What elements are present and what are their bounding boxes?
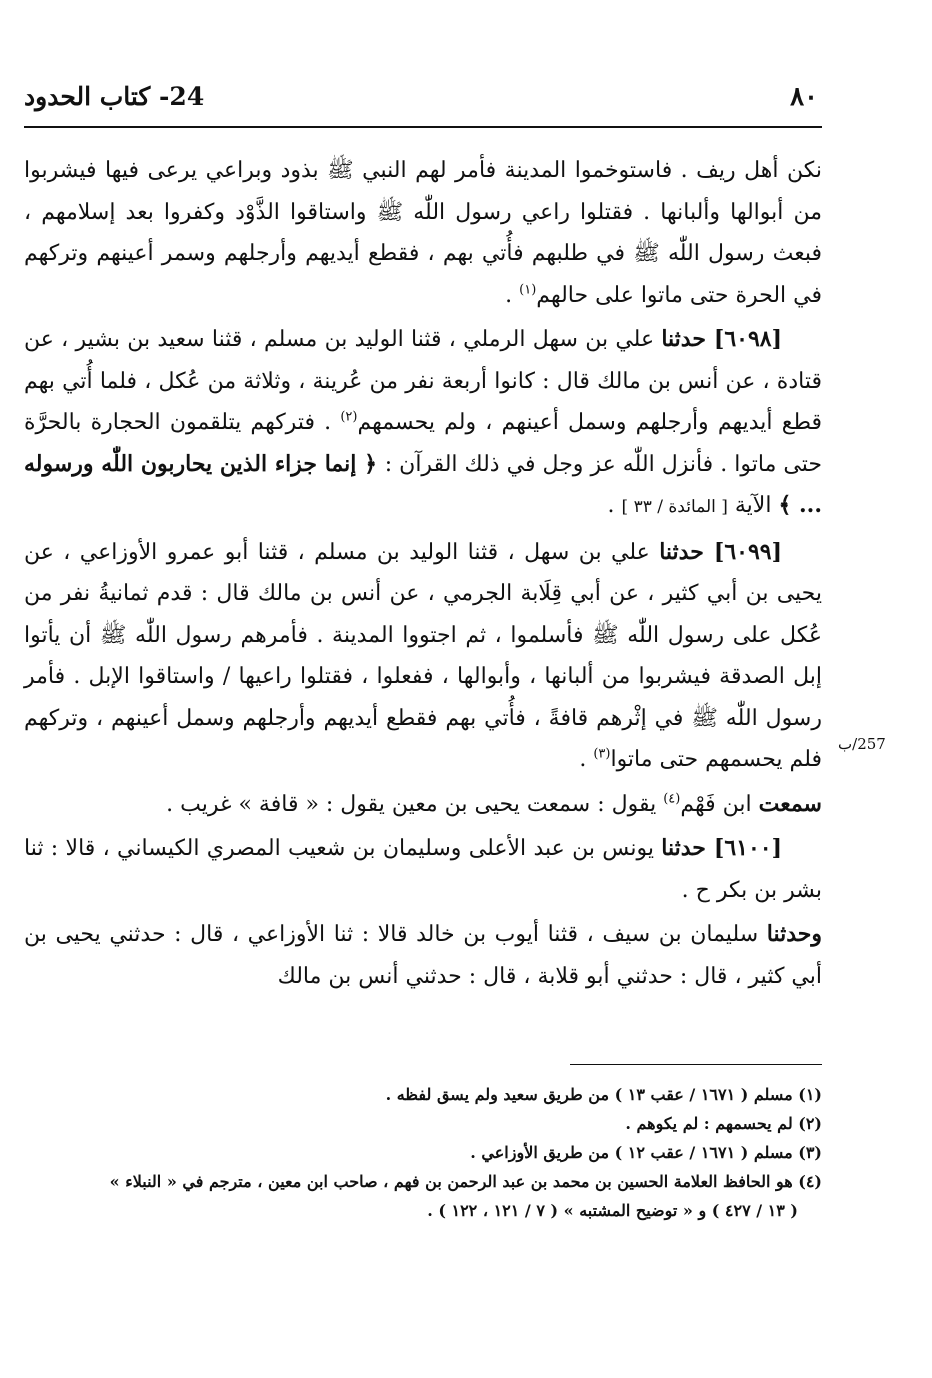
page-number: ٨٠: [790, 82, 818, 112]
narration-keyword: وحدثنا: [766, 921, 822, 947]
chain-paragraph: [24, 914, 822, 997]
narration-keyword: حدثنا: [659, 538, 714, 565]
hadith-text: علي بن سهل الرملي ، قثنا الوليد بن مسلم ، قثنا سعيد بن بشير ، عن قتادة ، عن أنس بن مالك قال : كانوا أربعة نفر من عُرينة ، وثلاثة من عُكل ، فلما أُتي بهم قطع أيديهم وأرجلهم وسمل أعينهم ، ولم يحسمهم: [24, 327, 823, 435]
footnote-marker-4[interactable]: (٤): [663, 791, 681, 807]
hadith-number: [٦٠٩٨]: [713, 326, 782, 352]
footnote-marker-1[interactable]: (١): [519, 282, 537, 298]
hadith-6099: [24, 532, 822, 781]
hadith-6098: [24, 319, 822, 529]
hadith-6100: [24, 828, 822, 911]
paragraph-continuation: [24, 150, 822, 316]
manuscript-folio-ref: 257/ب: [838, 735, 886, 753]
footnote-3: (٣) مسلم ( ١٦٧١ / عقب ١٢ ) من طريق الأوزاعي .: [470, 1143, 822, 1162]
hadith-text: علي بن سهل ، قثنا الوليد بن مسلم ، قثنا أبو عمرو الأوزاعي ، عن يحيى بن أبي كثير ، عن أبي قِلَابة الجرمي ، عن أنس بن مالك قال : قدم ثمانيةُ نفر من عُكل على رسول اللّٰه ﷺ فأسلموا ، ثم اجتووا المدينة . فأمرهم رسول اللّٰه ﷺ أن يأتوا إبل الصدقة فيشربوا من ألبانها ، وأبوالها ، ففعلوا ، فقتلوا راعيها / واستاقوا الإبل . فأمر رسول اللّٰه ﷺ في إثْرهم قافةً ، فأُتي بهم فقطع أيديهم وأرجلهم وسمل أعينهم ، وتركهم فلم يحسمهم حتى ماتوا: [24, 539, 822, 772]
main-text: [24, 150, 822, 1000]
footnote-4-continued: ( ١٣ / ٤٢٧ ) و « توضيح المشتبه » ( ٧ / ١٢١ ، ١٢٢ ) .: [427, 1201, 798, 1220]
hadith-number: [٦١٠٠]: [713, 835, 782, 861]
footnote-4: (٤) هو الحافظ العلامة الحسين بن محمد بن عبد الرحمن بن فهم ، صاحب ابن معين ، مترجم في « النبلاء »: [109, 1172, 822, 1191]
commentary-text: ابن فَهْم: [680, 791, 759, 817]
chain-text: سليمان بن سيف ، قثنا أيوب بن خالد قالا : ثنا الأوزاعي ، قال : حدثني يحيى بن أبي كثير ، قال : حدثني أبو قلابة ، قال : حدثني أنس بن مالك: [24, 922, 822, 989]
paragraph-text: نكن أهل ريف . فاستوخموا المدينة فأمر لهم النبي ﷺ بذود وبراعي يرعى فيها فيشربوا من أبوالها وألبانها . فقتلوا راعي رسول اللّٰه ﷺ واستاقوا الذَّوْد وكفروا بعد إسلامهم ، فبعث رسول اللّٰه ﷺ في طلبهم فأُتي بهم ، فقطع أيديهم وأرجلهم وسمر أعينهم وتركهم في الحرة حتى ماتوا على حالهم: [24, 158, 822, 308]
commentary-text-continued: يقول : سمعت يحيى بن معين يقول : « قافة » غريب .: [166, 791, 664, 817]
header-divider: [24, 126, 822, 128]
paragraph-end: .: [579, 747, 594, 772]
footnotes: [24, 1080, 822, 1225]
narration-keyword: حدثنا: [661, 326, 714, 352]
hadith-number: [٦٠٩٩]: [713, 538, 782, 565]
footnote-divider: [570, 1064, 822, 1065]
narration-keyword: سمعت: [758, 790, 822, 817]
paragraph-end: .: [505, 282, 520, 308]
hadith-text-continued: . فتركهم يتلقمون الحجارة بالحرَّة حتى ماتوا . فأنزل اللّٰه عز وجل في ذلك القرآن :: [24, 410, 822, 477]
verse-label: الآية: [727, 493, 779, 518]
hadith-text: يونس بن عبد الأعلى وسليمان بن شعيب المصري الكيساني ، قالا : ثنا بشر بن بكر ح .: [24, 836, 822, 903]
page-header: [24, 82, 822, 116]
footnote-2: (٢) لم يحسمهم : لم يكوهم .: [625, 1114, 822, 1133]
narration-keyword: حدثنا: [661, 835, 714, 861]
verse-reference: [ المائدة / ٣٣ ]: [621, 497, 728, 517]
footnote-marker-2[interactable]: (٢): [340, 409, 358, 425]
commentary-paragraph: [24, 784, 822, 826]
paragraph-end: .: [607, 493, 622, 518]
footnote-1: (١) مسلم ( ١٦٧١ / عقب ١٣ ) من طريق سعيد ولم يسق لفظه .: [385, 1085, 822, 1104]
footnote-marker-3[interactable]: (٣): [593, 746, 611, 762]
chapter-title: 24- كتاب الحدود: [24, 82, 205, 111]
quran-verse: ﴿ إنما جزاء الذين يحاربون اللّٰه ورسوله ... ﴾: [24, 450, 822, 518]
